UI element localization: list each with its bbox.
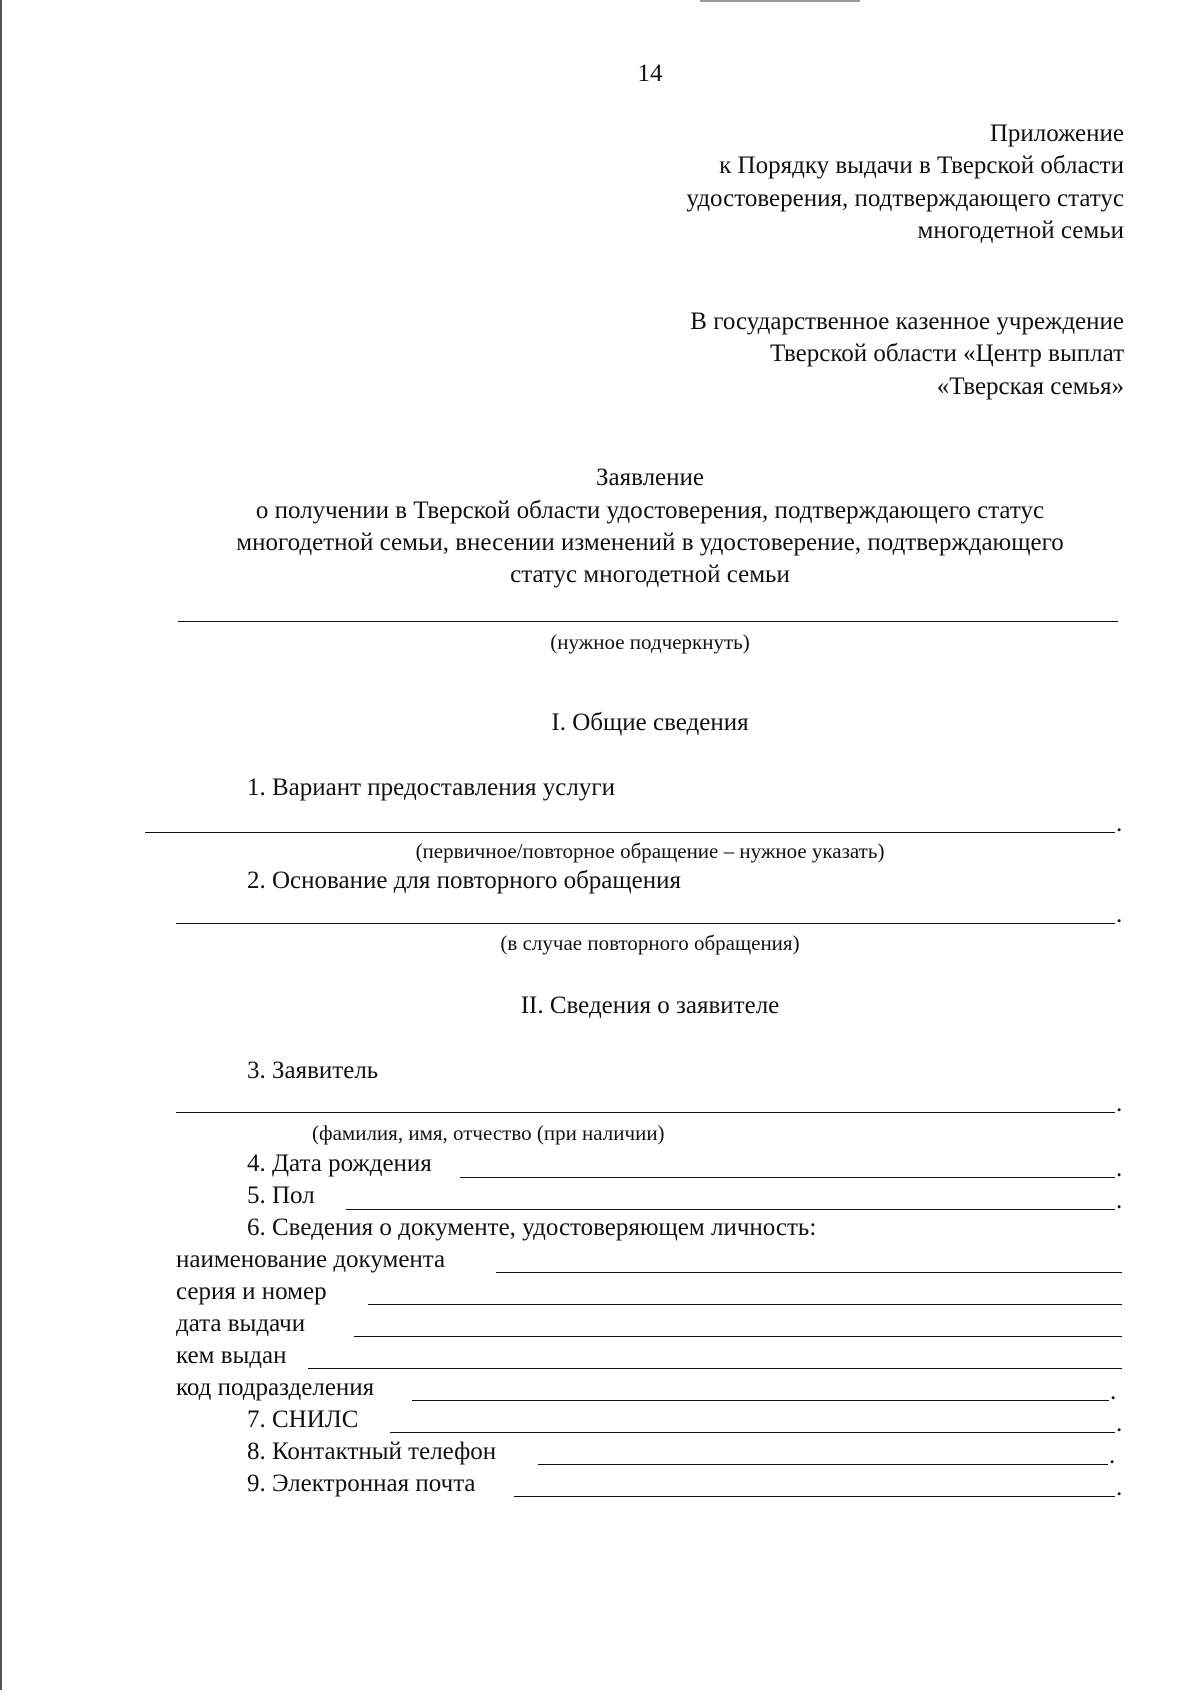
statement-line-3: статус многодетной семьи (510, 561, 790, 588)
item-5-field[interactable] (346, 1209, 1115, 1210)
section-1-heading: I. Общие сведения (551, 709, 749, 736)
division-code-label: код подразделения (176, 1374, 375, 1401)
doc-name-label: наименование документа (176, 1246, 446, 1273)
item-4-period: . (1116, 1155, 1123, 1182)
series-number-label: серия и номер (176, 1278, 327, 1305)
item-2-field[interactable] (176, 923, 1115, 924)
issued-by-field[interactable] (308, 1368, 1122, 1369)
phone-period: . (1109, 1442, 1116, 1469)
item-1-period: . (1116, 810, 1123, 837)
item-5-period: . (1116, 1187, 1123, 1214)
item-3-field[interactable] (176, 1112, 1115, 1113)
item-3-period: . (1116, 1090, 1123, 1117)
issue-date-label: дата выдачи (176, 1310, 306, 1337)
item-5-label: 5. Пол (247, 1182, 315, 1209)
snils-field[interactable] (390, 1432, 1115, 1433)
appendix-title: Приложение (989, 120, 1124, 147)
item-4-label: 4. Дата рождения (247, 1150, 432, 1177)
addressee-line-2: Тверской области «Центр выплат (769, 340, 1124, 367)
scan-edge-top (700, 0, 860, 2)
division-code-field[interactable] (412, 1400, 1109, 1401)
series-number-field[interactable] (368, 1304, 1122, 1305)
section-2-heading: II. Сведения о заявителе (520, 992, 780, 1019)
item-4-field[interactable] (460, 1177, 1115, 1178)
item-3-hint: (фамилия, имя, отчество (при наличии) (312, 1121, 665, 1145)
scan-edge-left (0, 0, 2, 1690)
item-2-hint: (в случае повторного обращения) (500, 931, 800, 955)
item-8-label: 8. Контактный телефон (247, 1438, 497, 1465)
statement-note: (нужное подчеркнуть) (550, 630, 750, 654)
issued-by-label: кем выдан (176, 1342, 287, 1369)
item-2-period: . (1116, 901, 1123, 928)
item-1-hint: (первичное/повторное обращение – нужное указать) (415, 839, 885, 863)
addressee-line-3: «Тверская семья» (936, 373, 1124, 400)
item-6-label: 6. Сведения о документе, удостоверяющем личность: (247, 1214, 817, 1241)
item-7-label: 7. СНИЛС (247, 1406, 359, 1433)
statement-underline (178, 621, 1118, 622)
phone-field[interactable] (538, 1464, 1108, 1465)
appendix-line-3: многодетной семьи (917, 217, 1124, 244)
doc-name-field[interactable] (496, 1272, 1122, 1273)
email-field[interactable] (514, 1496, 1115, 1497)
statement-title: Заявление (595, 464, 705, 491)
snils-period: . (1116, 1410, 1123, 1437)
addressee-line-1: В государственное казенное учреждение (690, 308, 1124, 335)
item-1-label: 1. Вариант предоставления услуги (247, 774, 615, 801)
appendix-line-2: удостоверения, подтверждающего статус (686, 185, 1124, 212)
issue-date-field[interactable] (354, 1336, 1122, 1337)
item-1-field[interactable] (145, 832, 1115, 833)
item-2-label: 2. Основание для повторного обращения (247, 867, 681, 894)
page-number: 14 (637, 60, 663, 87)
appendix-line-1: к Порядку выдачи в Тверской области (719, 152, 1124, 179)
division-code-period: . (1110, 1378, 1117, 1405)
email-period: . (1116, 1474, 1123, 1501)
statement-line-2: многодетной семьи, внесении изменений в удостоверение, подтверждающего (236, 529, 1064, 556)
statement-line-1: о получении в Тверской области удостоверения, подтверждающего статус (255, 497, 1045, 524)
item-3-label: 3. Заявитель (247, 1057, 379, 1084)
item-9-label: 9. Электронная почта (247, 1470, 476, 1497)
